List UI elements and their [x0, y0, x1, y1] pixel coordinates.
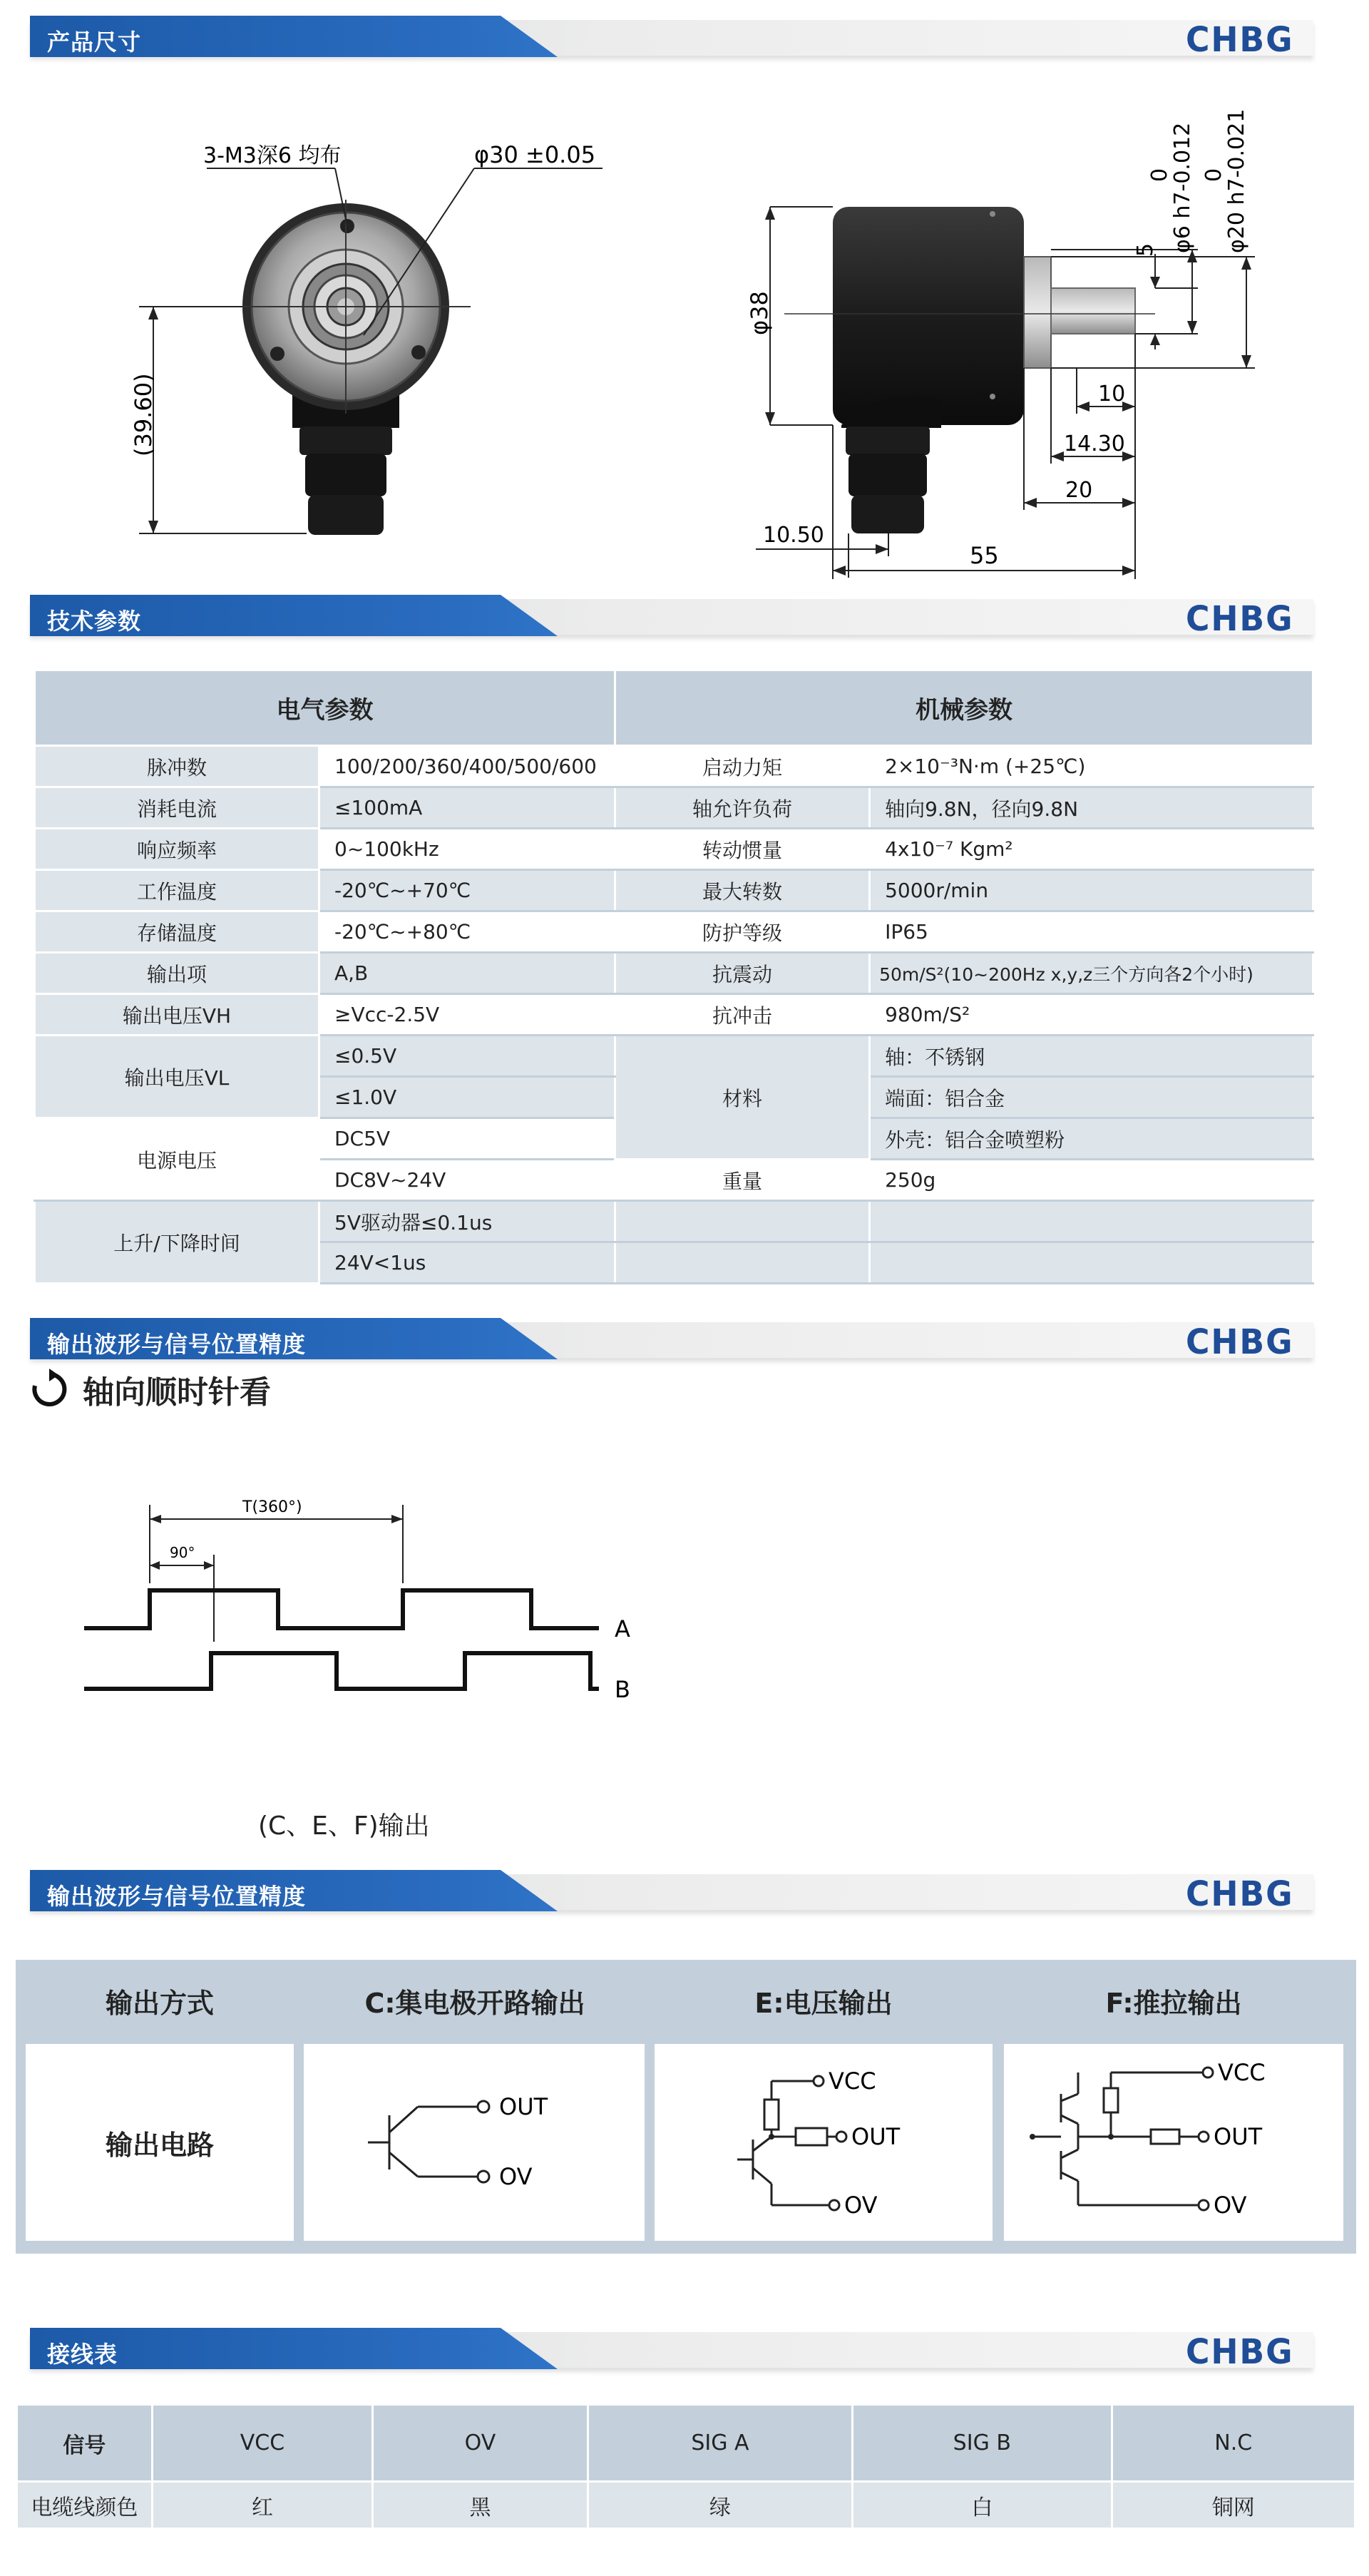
- empty-cell: [615, 1201, 869, 1242]
- row-label: 启动力矩: [615, 746, 869, 787]
- row-label: 输出项: [35, 953, 319, 994]
- wiring-table: [16, 2403, 1356, 2530]
- row-value: 100/200/360/400/500/600: [319, 746, 615, 787]
- channel-a-waveform: [84, 1590, 599, 1628]
- wiring-header-cell: SIG B: [853, 2405, 1112, 2482]
- row-label: 轴允许负荷: [615, 787, 869, 829]
- empty-cell: [870, 1201, 1313, 1242]
- dim-20: 20: [1065, 478, 1093, 503]
- section-header-wiring: [30, 2328, 1313, 2372]
- out-terminal-label: OUT: [851, 2123, 901, 2150]
- dim-1050: 10.50: [763, 523, 824, 548]
- brand-logo: CHBG: [1185, 1874, 1294, 1914]
- wiring-header-cell: 信号: [17, 2405, 153, 2482]
- output-c-header: C:集电极开路输出: [364, 1988, 585, 2019]
- mech-header: 机械参数: [615, 670, 1313, 746]
- row-value: 980m/S²: [870, 994, 1313, 1036]
- flange-diameter2-label: φ20 h7-0.021: [1224, 108, 1249, 253]
- table-row: [35, 1201, 1313, 1242]
- output-circuit-table: [16, 1960, 1356, 2254]
- row-label: 输出电压VH: [35, 994, 319, 1036]
- table-row: [35, 870, 1313, 911]
- spec-table: [34, 669, 1314, 1284]
- channel-a-label: A: [615, 1615, 630, 1642]
- ov-terminal-label: OV: [499, 2163, 533, 2190]
- table-row: [35, 911, 1313, 953]
- wiring-header-cell: VCC: [152, 2405, 373, 2482]
- row-value: 250g: [870, 1160, 1313, 1201]
- section-title: 产品尺寸: [47, 29, 142, 56]
- table-header-row: [17, 2405, 1355, 2482]
- elec-header: 电气参数: [35, 670, 615, 746]
- row-label: 防护等级: [615, 911, 869, 953]
- waveform-caption: (C、E、F)输出: [258, 1811, 430, 1841]
- phase-label: 90°: [170, 1544, 195, 1561]
- side-view: [746, 109, 1255, 579]
- row-label: 材料: [615, 1036, 869, 1160]
- section-header-tech: [30, 595, 1313, 639]
- row-value: -20℃~+80℃: [319, 911, 615, 953]
- row-value: 4x10⁻⁷ Kgm²: [870, 829, 1313, 870]
- row-value: 轴向9.8N，径向9.8N: [870, 787, 1313, 829]
- dim-10: 10: [1098, 382, 1126, 407]
- empty-cell: [870, 1242, 1313, 1284]
- row-label: 转动惯量: [615, 829, 869, 870]
- row-value: 外壳：铝合金喷塑粉: [870, 1118, 1313, 1160]
- table-row: [35, 1036, 1313, 1077]
- section-header-output: [30, 1870, 1313, 1914]
- voltage-output-circuit: [655, 2044, 993, 2241]
- flange-tol-a: 0: [1201, 168, 1226, 182]
- circuit-f-cell: [1004, 2044, 1343, 2241]
- output-circuit-label-cell: [26, 2044, 294, 2241]
- section-title: 技术参数: [47, 608, 142, 635]
- wiring-header-cell: SIG A: [588, 2405, 852, 2482]
- row-label: 电源电压: [35, 1118, 319, 1201]
- table-row: [35, 994, 1313, 1036]
- channel-b-label: B: [615, 1676, 630, 1703]
- row-label: 抗冲击: [615, 994, 869, 1036]
- brand-logo: CHBG: [1185, 20, 1294, 60]
- row-label: 抗震动: [615, 953, 869, 994]
- circuit-c-cell: [304, 2044, 645, 2241]
- row-label: 消耗电流: [35, 787, 319, 829]
- flat-label: 5: [1133, 242, 1158, 257]
- row-label: 工作温度: [35, 870, 319, 911]
- section-title: 输出波形与信号位置精度: [47, 1331, 307, 1358]
- empty-cell: [615, 1242, 869, 1284]
- dim-1430: 14.30: [1064, 431, 1125, 456]
- row-value: ≤100mA: [319, 787, 615, 829]
- row-value: IP65: [870, 911, 1313, 953]
- wiring-cell: 绿: [588, 2482, 852, 2529]
- front-view: [130, 141, 603, 535]
- row-value: DC5V: [319, 1118, 615, 1160]
- row-value: A,B: [319, 953, 615, 994]
- brand-logo: CHBG: [1185, 2332, 1294, 2372]
- row-value: ≤0.5V: [319, 1036, 615, 1077]
- open-collector-circuit: [304, 2044, 645, 2241]
- row-label: 输出电压VL: [35, 1036, 319, 1118]
- wiring-header-cell: N.C: [1112, 2405, 1355, 2482]
- height-label: (39.60): [130, 373, 157, 456]
- wiring-cell: 红: [152, 2482, 373, 2529]
- channel-b-waveform: [84, 1653, 599, 1689]
- vcc-terminal-label: VCC: [829, 2068, 876, 2095]
- period-label: T(360°): [242, 1498, 302, 1516]
- row-value: DC8V~24V: [319, 1160, 615, 1201]
- wiring-header-cell: OV: [373, 2405, 588, 2482]
- table-row: [35, 829, 1313, 870]
- section-header-dimensions: [30, 16, 1313, 60]
- row-value: ≥Vcc-2.5V: [319, 994, 615, 1036]
- flange-diameter-label: φ30 ±0.05: [474, 141, 596, 168]
- brand-logo: CHBG: [1185, 599, 1294, 639]
- row-value: 2×10⁻³N·m (+25℃): [870, 746, 1313, 787]
- table-row: [35, 787, 1313, 829]
- dimension-drawing: [0, 64, 1369, 592]
- row-label: 重量: [615, 1160, 869, 1201]
- table-row: [35, 953, 1313, 994]
- row-label: 脉冲数: [35, 746, 319, 787]
- row-value: 轴：不锈钢: [870, 1036, 1313, 1077]
- rotation-note: [29, 1368, 271, 1411]
- row-label: 响应频率: [35, 829, 319, 870]
- row-label: 存储温度: [35, 911, 319, 953]
- ov-terminal-label: OV: [1214, 2192, 1247, 2219]
- brand-logo: CHBG: [1185, 1322, 1294, 1362]
- out-terminal-label: OUT: [1214, 2123, 1263, 2150]
- row-value: ≤1.0V: [319, 1077, 615, 1118]
- vcc-terminal-label: VCC: [1218, 2059, 1266, 2086]
- holes-label: 3-M3深6 均布: [203, 143, 342, 168]
- shaft-diameter-label: φ6 h7-0.012: [1170, 122, 1195, 253]
- out-terminal-label: OUT: [499, 2093, 548, 2120]
- row-value: 5V驱动器≤0.1us: [319, 1201, 615, 1242]
- output-mode-header: 输出方式: [105, 1988, 214, 2019]
- output-circuit-label: 输出电路: [105, 2129, 214, 2161]
- rotation-label: 轴向顺时针看: [83, 1374, 271, 1411]
- row-value: 端面：铝合金: [870, 1077, 1313, 1118]
- table-row: [17, 2482, 1355, 2529]
- circuit-e-cell: [655, 2044, 993, 2241]
- section-title: 接线表: [47, 2341, 118, 2368]
- wiring-cell: 白: [853, 2482, 1112, 2529]
- row-value: 0~100kHz: [319, 829, 615, 870]
- row-label: 最大转数: [615, 870, 869, 911]
- waveform-diagram: [71, 1483, 656, 1719]
- wiring-cell: 黑: [373, 2482, 588, 2529]
- body-diameter-label: φ38: [746, 291, 773, 335]
- row-value: 50m/S²(10~200Hz x,y,z三个方向各2个小时): [870, 953, 1313, 994]
- output-e-header: E:电压输出: [754, 1988, 893, 2019]
- row-label: 上升/下降时间: [35, 1201, 319, 1284]
- row-value: 5000r/min: [870, 870, 1313, 911]
- section-header-waveform: [30, 1318, 1313, 1362]
- ov-terminal-label: OV: [844, 2192, 878, 2219]
- wiring-cell: 铜网: [1112, 2482, 1355, 2529]
- output-f-header: F:推拉输出: [1105, 1988, 1242, 2019]
- wiring-cell: 电缆线颜色: [17, 2482, 153, 2529]
- section-title: 输出波形与信号位置精度: [47, 1883, 307, 1910]
- push-pull-circuit: [1004, 2044, 1343, 2241]
- rotate-clockwise-icon: [29, 1369, 70, 1410]
- row-value: -20℃~+70℃: [319, 870, 615, 911]
- dim-55: 55: [970, 542, 999, 569]
- shaft-tol-a: 0: [1147, 168, 1172, 182]
- row-value: 24V<1us: [319, 1242, 615, 1284]
- table-row: [35, 746, 1313, 787]
